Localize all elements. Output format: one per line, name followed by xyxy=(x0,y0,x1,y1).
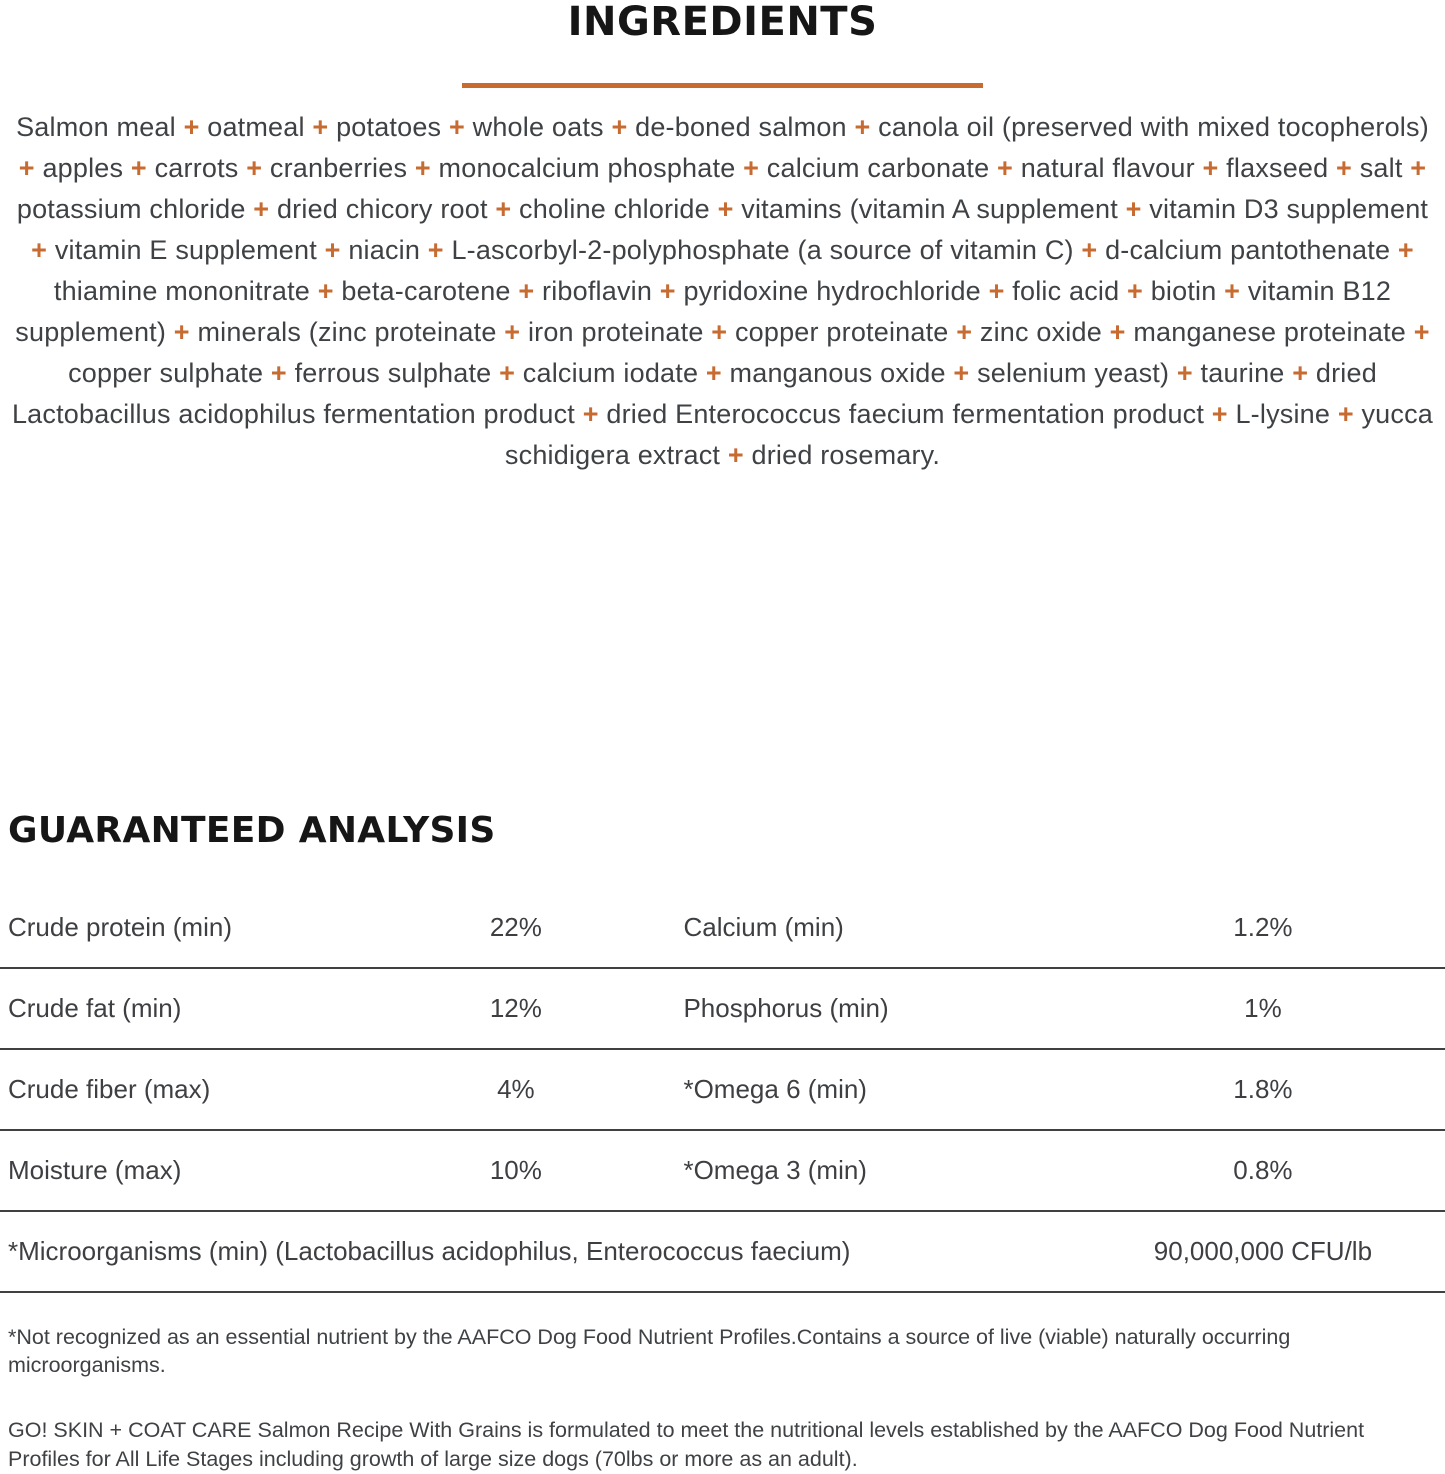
plus-separator: + xyxy=(1211,399,1228,429)
plus-separator: + xyxy=(1125,194,1142,224)
analysis-value: 90,000,000 CFU/lb xyxy=(1153,1236,1373,1266)
plus-separator: + xyxy=(953,358,970,388)
table-row-microorganisms xyxy=(0,1212,1445,1293)
ingredient-item: selenium yeast) xyxy=(977,358,1170,388)
ingredient-item: L-lysine xyxy=(1235,399,1331,429)
plus-separator: + xyxy=(717,194,734,224)
ingredient-item: manganese proteinate xyxy=(1133,317,1407,347)
analysis-label: *Omega 6 (min) xyxy=(683,1074,867,1104)
plus-separator: + xyxy=(499,358,516,388)
ingredient-item: folic acid xyxy=(1012,276,1120,306)
ingredient-item: L-ascorbyl-2-polyphosphate (a source of vitamin C) xyxy=(451,235,1074,265)
plus-separator: + xyxy=(1336,153,1353,183)
plus-separator: + xyxy=(518,276,535,306)
plus-separator: + xyxy=(173,317,190,347)
plus-separator: + xyxy=(253,194,270,224)
ingredient-item: copper proteinate xyxy=(734,317,949,347)
analysis-value: 22% xyxy=(489,912,542,942)
plus-separator: + xyxy=(312,112,329,142)
plus-separator: + xyxy=(743,153,760,183)
plus-separator: + xyxy=(18,153,35,183)
table-row xyxy=(0,1131,1445,1212)
guaranteed-analysis-table xyxy=(0,888,1445,1293)
table-row xyxy=(0,1050,1445,1131)
plus-separator: + xyxy=(705,358,722,388)
analysis-label: Crude fiber (max) xyxy=(8,1074,211,1104)
ingredient-item: oatmeal xyxy=(207,112,305,142)
ingredient-item: calcium carbonate xyxy=(766,153,990,183)
ingredient-item: dried rosemary. xyxy=(751,440,941,470)
analysis-label: *Microorganisms (min) (Lactobacillus acidophilus, Enterococcus faecium) xyxy=(8,1236,851,1266)
ingredient-item: vitamin D3 supplement xyxy=(1149,194,1429,224)
title-underline-rule xyxy=(462,83,983,88)
ingredient-item: calcium iodate xyxy=(522,358,699,388)
ingredient-item: apples xyxy=(42,153,124,183)
ingredient-item: vitamins (vitamin A supplement xyxy=(741,194,1118,224)
plus-separator: + xyxy=(1224,276,1241,306)
plus-separator: + xyxy=(414,153,431,183)
ingredient-item: dried chicory root xyxy=(276,194,488,224)
ingredient-item: thiamine mononitrate xyxy=(53,276,311,306)
ingredient-item: cranberries xyxy=(269,153,408,183)
ingredient-item: manganous oxide xyxy=(729,358,946,388)
ingredient-item: monocalcium phosphate xyxy=(438,153,736,183)
ingredients-title: INGREDIENTS xyxy=(567,0,878,45)
plus-separator: + xyxy=(427,235,444,265)
ingredient-item: taurine xyxy=(1200,358,1285,388)
plus-separator: + xyxy=(1337,399,1354,429)
analysis-label: Calcium (min) xyxy=(683,912,844,942)
plus-separator: + xyxy=(495,194,512,224)
analysis-value: 10% xyxy=(489,1155,542,1185)
analysis-value: 0.8% xyxy=(1233,1155,1293,1185)
plus-separator: + xyxy=(324,235,341,265)
plus-separator: + xyxy=(1081,235,1098,265)
plus-separator: + xyxy=(31,235,48,265)
ingredient-item: ferrous sulphate xyxy=(294,358,492,388)
ingredient-item: vitamin E supplement xyxy=(54,235,317,265)
plus-separator: + xyxy=(1109,317,1126,347)
plus-separator: + xyxy=(582,399,599,429)
ingredient-item: riboflavin xyxy=(542,276,653,306)
ingredient-item: choline chloride xyxy=(519,194,710,224)
aafco-statement: GO! SKIN + COAT CARE Salmon Recipe With Grains is formulated to meet the nutritional levels established by the AAFCO Dog Food Nutrient Profiles for All Life Stages including growth of large size dogs (70lbs or more as an adult). xyxy=(8,1418,1365,1471)
analysis-label: Crude fat (min) xyxy=(8,993,182,1023)
ingredient-item: niacin xyxy=(348,235,421,265)
plus-separator: + xyxy=(1176,358,1193,388)
plus-separator: + xyxy=(1292,358,1309,388)
analysis-value: 1.2% xyxy=(1233,912,1293,942)
ingredient-item: natural flavour xyxy=(1020,153,1195,183)
plus-separator: + xyxy=(1202,153,1219,183)
plus-separator: + xyxy=(727,440,744,470)
ingredient-item: d-calcium pantothenate xyxy=(1105,235,1391,265)
analysis-value: 1% xyxy=(1244,993,1282,1023)
ingredient-item: biotin xyxy=(1150,276,1217,306)
analysis-value: 1.8% xyxy=(1233,1074,1293,1104)
plus-separator: + xyxy=(504,317,521,347)
ingredient-item: canola oil (preserved with mixed tocopherols) xyxy=(878,112,1429,142)
guaranteed-analysis-title: GUARANTEED ANALYSIS xyxy=(8,810,496,851)
ingredient-item: Salmon meal xyxy=(16,112,176,142)
plus-separator: + xyxy=(711,317,728,347)
ingredient-item: carrots xyxy=(154,153,239,183)
plus-separator: + xyxy=(448,112,465,142)
analysis-label: Phosphorus (min) xyxy=(683,993,889,1023)
plus-separator: + xyxy=(854,112,871,142)
ingredient-item: beta-carotene xyxy=(341,276,511,306)
plus-separator: + xyxy=(956,317,973,347)
ingredient-item: vitamin B12 supplement) xyxy=(15,276,1392,347)
ingredients-paragraph xyxy=(0,107,1445,476)
analysis-value: 4% xyxy=(497,1074,535,1104)
plus-separator: + xyxy=(659,276,676,306)
ingredient-item: dried Lactobacillus acidophilus fermentation product xyxy=(11,358,1377,429)
ingredient-item: whole oats xyxy=(472,112,604,142)
asterisk-footnote: *Not recognized as an essential nutrient by the AAFCO Dog Food Nutrient Profiles.Contains a source of live (viable) naturally occurring microorganisms. xyxy=(8,1325,1291,1377)
table-row xyxy=(0,888,1445,969)
ingredient-item: pyridoxine hydrochloride xyxy=(683,276,981,306)
analysis-label: Crude protein (min) xyxy=(8,912,232,942)
plus-separator: + xyxy=(611,112,628,142)
ingredient-item: yucca schidigera extract xyxy=(504,399,1434,470)
ingredient-item: minerals (zinc proteinate xyxy=(197,317,497,347)
ingredient-item: flaxseed xyxy=(1226,153,1329,183)
plus-separator: + xyxy=(1127,276,1143,306)
plus-separator: + xyxy=(1410,153,1427,183)
ingredient-item: de-boned salmon xyxy=(635,112,847,142)
analysis-label: *Omega 3 (min) xyxy=(683,1155,867,1185)
analysis-value: 12% xyxy=(489,993,542,1023)
ingredient-item: salt xyxy=(1359,153,1403,183)
plus-separator: + xyxy=(317,276,334,306)
analysis-label: Moisture (max) xyxy=(8,1155,182,1185)
plus-separator: + xyxy=(988,276,1005,306)
plus-separator: + xyxy=(1397,235,1414,265)
plus-separator: + xyxy=(270,358,287,388)
plus-separator: + xyxy=(183,112,200,142)
ingredient-item: copper sulphate xyxy=(68,358,264,388)
ingredient-item: dried Enterococcus faecium fermentation product xyxy=(606,399,1205,429)
plus-separator: + xyxy=(246,153,263,183)
ingredient-item: potatoes xyxy=(336,112,442,142)
plus-separator: + xyxy=(130,153,147,183)
ingredient-item: potassium chloride xyxy=(16,194,246,224)
plus-separator: + xyxy=(1413,317,1430,347)
table-row xyxy=(0,969,1445,1050)
plus-separator: + xyxy=(997,153,1013,183)
ingredient-item: zinc oxide xyxy=(979,317,1102,347)
ingredient-item: iron proteinate xyxy=(527,317,704,347)
